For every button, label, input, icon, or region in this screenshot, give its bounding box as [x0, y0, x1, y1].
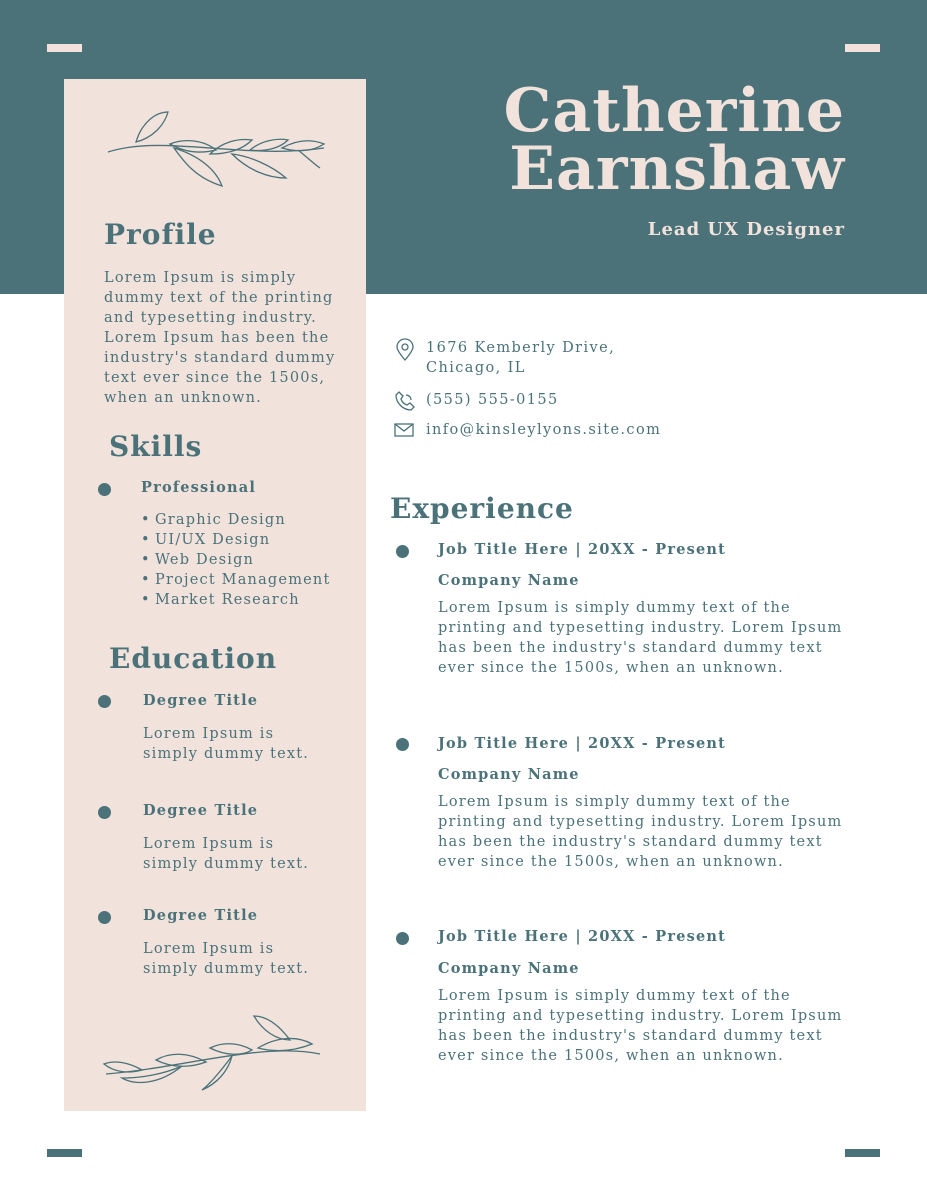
- degree-line: simply dummy text.: [143, 856, 310, 872]
- bullet-dot: [98, 806, 111, 819]
- profile-line: Lorem Ipsum has been the: [104, 330, 330, 346]
- skill-item: • Web Design: [141, 550, 331, 570]
- company-name: Company Name: [438, 572, 580, 589]
- job-description-line: ever since the 1500s, when an unknown.: [438, 1048, 784, 1064]
- degree-title: Degree Title: [143, 692, 259, 709]
- job-description-line: ever since the 1500s, when an unknown.: [438, 660, 784, 676]
- corner-mark-bottom-right: [845, 1149, 880, 1157]
- skills-category: Professional: [141, 479, 257, 496]
- bullet-dot: [396, 932, 409, 945]
- address: [426, 338, 615, 378]
- job-title-line: Job Title Here | 20XX - Present: [438, 928, 727, 945]
- profile-line: when an unknown.: [104, 390, 262, 406]
- job-description: [438, 598, 842, 678]
- address-line: 1676 Kemberly Drive,: [426, 340, 616, 356]
- map-pin-icon: [394, 338, 416, 362]
- degree-line: simply dummy text.: [143, 961, 310, 977]
- profile-line: and typesetting industry.: [104, 310, 317, 326]
- degree-line: Lorem Ipsum is: [143, 726, 275, 742]
- skill-item: • Graphic Design: [141, 510, 331, 530]
- job-description-line: printing and typesetting industry. Lorem Ipsum: [438, 1008, 843, 1024]
- job-title: Lead UX Designer: [647, 219, 845, 240]
- education-heading: Education: [109, 642, 278, 675]
- degree-title: Degree Title: [143, 907, 259, 924]
- email-address: info@kinsleylyons.site.com: [426, 422, 662, 438]
- corner-mark-bottom-left: [47, 1149, 82, 1157]
- bullet-dot: [98, 483, 111, 496]
- job-description-line: has been the industry's standard dummy text: [438, 1028, 823, 1044]
- corner-mark-top-right: [845, 44, 880, 52]
- job-description-line: has been the industry's standard dummy text: [438, 834, 823, 850]
- leaf-sprig-icon: [102, 1012, 324, 1094]
- bullet-dot: [98, 695, 111, 708]
- job-description-line: Lorem Ipsum is simply dummy text of the: [438, 794, 791, 810]
- candidate-name: [503, 76, 845, 204]
- job-description: [438, 986, 842, 1066]
- job-description-line: printing and typesetting industry. Lorem Ipsum: [438, 620, 843, 636]
- skill-item: • Project Management: [141, 570, 331, 590]
- job-description-line: has been the industry's standard dummy text: [438, 640, 823, 656]
- job-description-line: printing and typesetting industry. Lorem Ipsum: [438, 814, 843, 830]
- bullet-dot: [98, 911, 111, 924]
- degree-description: [143, 834, 309, 874]
- first-name: Catherine: [503, 76, 845, 146]
- degree-line: Lorem Ipsum is: [143, 941, 275, 957]
- skill-item: • UI/UX Design: [141, 530, 331, 550]
- degree-line: Lorem Ipsum is: [143, 836, 275, 852]
- phone-number: (555) 555-0155: [426, 392, 559, 408]
- degree-line: simply dummy text.: [143, 746, 310, 762]
- envelope-icon: [394, 423, 414, 437]
- job-description: [438, 792, 842, 872]
- job-description-line: Lorem Ipsum is simply dummy text of the: [438, 988, 791, 1004]
- job-description-line: ever since the 1500s, when an unknown.: [438, 854, 784, 870]
- company-name: Company Name: [438, 766, 580, 783]
- profile-text: [104, 268, 335, 408]
- profile-line: Lorem Ipsum is simply: [104, 270, 297, 286]
- company-name: Company Name: [438, 960, 580, 977]
- phone-icon: [394, 390, 416, 412]
- profile-line: dummy text of the printing: [104, 290, 334, 306]
- corner-mark-top-left: [47, 44, 82, 52]
- skill-item: • Market Research: [141, 590, 331, 610]
- profile-line: industry's standard dummy: [104, 350, 336, 366]
- profile-heading: Profile: [104, 218, 217, 251]
- degree-title: Degree Title: [143, 802, 259, 819]
- bullet-dot: [396, 738, 409, 751]
- address-line: Chicago, IL: [426, 360, 526, 376]
- degree-description: [143, 724, 309, 764]
- leaf-sprig-icon: [104, 108, 328, 192]
- job-title-line: Job Title Here | 20XX - Present: [438, 735, 727, 752]
- skills-heading: Skills: [109, 430, 203, 463]
- experience-heading: Experience: [390, 492, 574, 525]
- job-description-line: Lorem Ipsum is simply dummy text of the: [438, 600, 791, 616]
- degree-description: [143, 939, 309, 979]
- bullet-dot: [396, 545, 409, 558]
- job-title-line: Job Title Here | 20XX - Present: [438, 541, 727, 558]
- skills-list: [141, 510, 331, 610]
- last-name: Earnshaw: [509, 134, 845, 204]
- profile-line: text ever since the 1500s,: [104, 370, 326, 386]
